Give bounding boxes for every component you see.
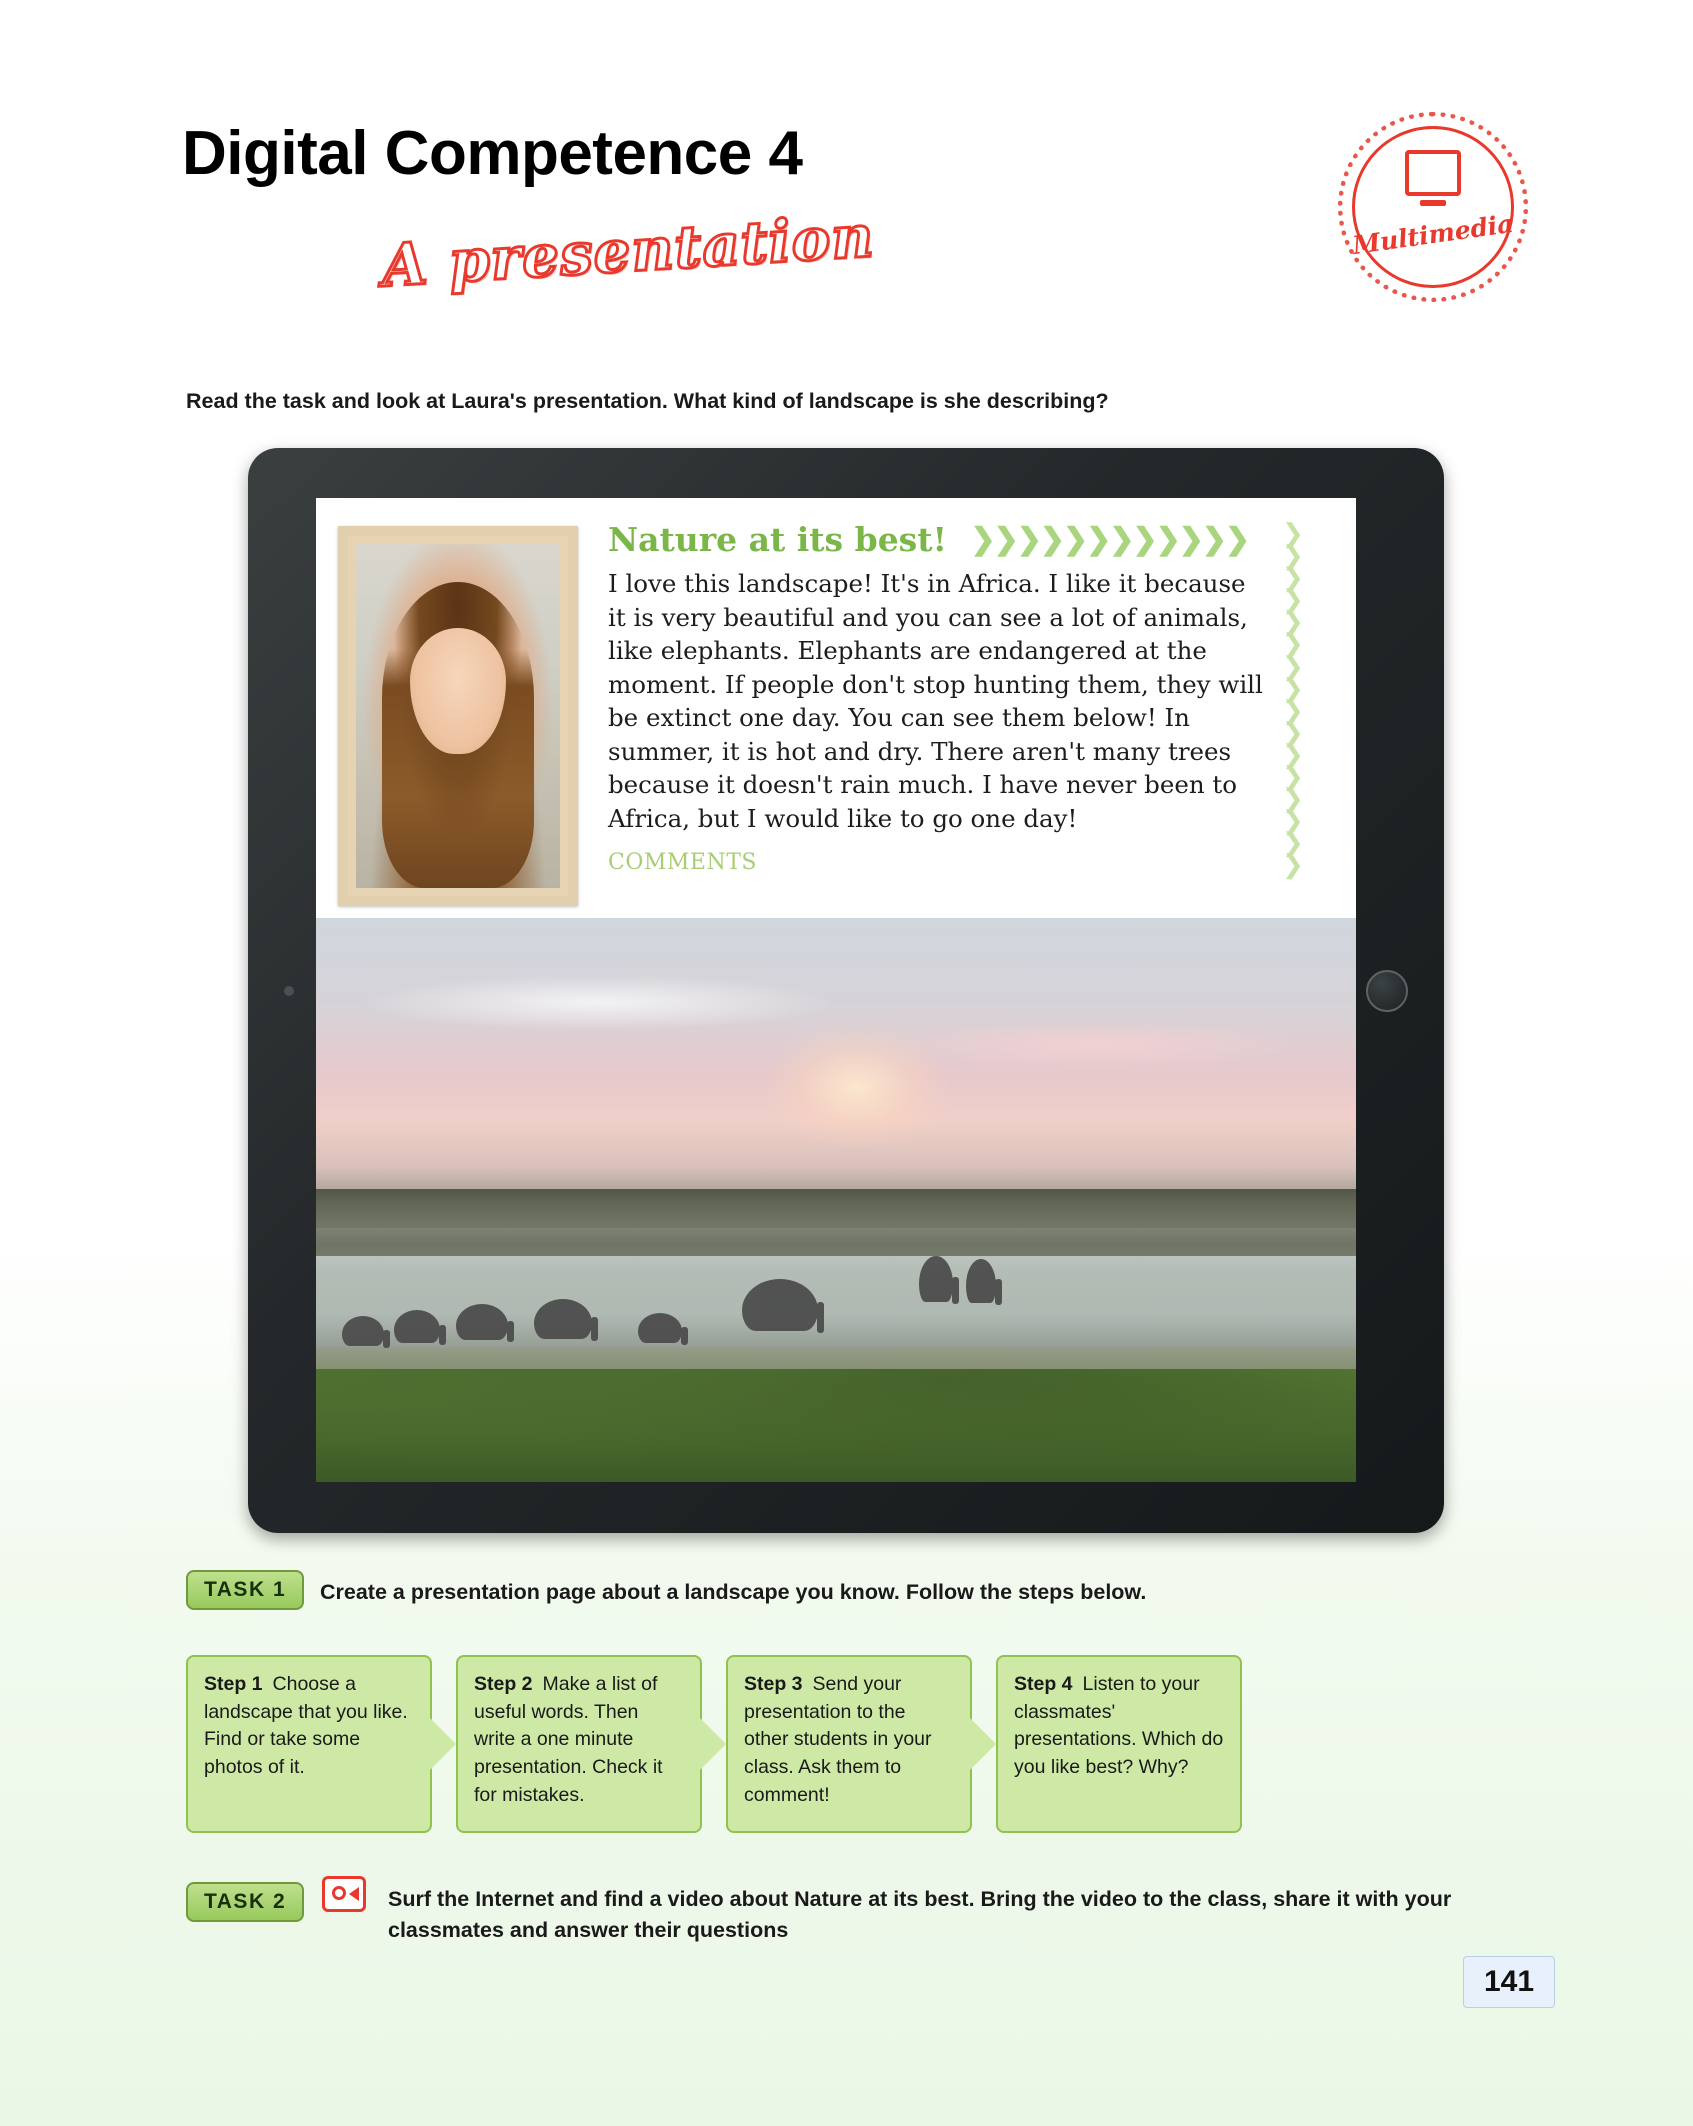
elephant <box>966 1259 996 1303</box>
elephant <box>394 1310 440 1343</box>
video-camera-icon <box>322 1876 366 1912</box>
step-label: Step 1 <box>204 1673 263 1695</box>
task-2-text: Surf the Internet and find a video about Nature at its best. Bring the video to the class, share it with your classmates and answer their questions <box>388 1887 1452 1943</box>
stamp-label: Multimedia <box>1350 208 1516 261</box>
portrait-photo <box>338 526 578 906</box>
portrait-image <box>356 544 560 888</box>
step-label: Step 4 <box>1014 1673 1073 1695</box>
step-item-1 <box>186 1655 432 1833</box>
slide-text-block <box>608 520 1270 875</box>
chevron-column-decoration-icon: ❯ ❯ ❯ ❯ ❯ ❯ ❯ ❯ ❯ ❯ ❯ ❯ ❯ ❯ ❯ ❯ <box>1282 518 1302 880</box>
tablet-screen <box>316 498 1356 1482</box>
sun-glow <box>767 1027 947 1147</box>
task-2-badge: TASK 2 <box>186 1882 304 1922</box>
elephant <box>919 1256 953 1302</box>
step-item-4 <box>996 1655 1242 1833</box>
elephant <box>456 1304 508 1340</box>
page-title: Digital Competence 4 <box>182 119 803 188</box>
multimedia-stamp <box>1338 112 1528 302</box>
chevron-decoration-icon: ❯❯❯❯❯❯❯❯❯❯❯❯ <box>970 522 1249 557</box>
landscape-photo <box>316 918 1356 1482</box>
slide-heading <box>608 520 1270 559</box>
cloud-decoration <box>888 1020 1304 1071</box>
slide-body-text: I love this landscape! It's in Africa. I like it because it is very beautiful and you can see a lot of animals, like elephants. Elephants are endangered at the moment. If people don't stop hunting them, they will be extinct one day. You can see them below! In summer, it is hot and dry. There aren't many trees because it doesn't rain much. I have never been to Africa, but I would like to go one day! <box>608 569 1263 833</box>
step-text: Make a list of useful words. Then write a one minute presentation. Check it for mistakes. <box>474 1673 663 1806</box>
page-subtitle: A presentation <box>379 201 877 300</box>
step-text: Listen to your classmates' presentations. Which do you like best? Why? <box>1014 1673 1224 1779</box>
tablet-device <box>248 448 1444 1533</box>
page-number: 141 <box>1463 1956 1555 2008</box>
grass-foreground <box>316 1369 1356 1482</box>
step-label: Step 2 <box>474 1673 533 1695</box>
video-play-triangle <box>349 1887 359 1901</box>
video-lens <box>332 1886 346 1900</box>
home-button[interactable] <box>1366 970 1408 1012</box>
task-1-text: Create a presentation page about a landscape you know. Follow the steps below. <box>320 1580 1147 1604</box>
cloud-decoration <box>358 974 836 1030</box>
step-item-2 <box>456 1655 702 1833</box>
presentation-slide-top <box>316 498 1356 930</box>
slide-heading-text: Nature at its best! <box>608 520 947 559</box>
steps-list <box>186 1655 1506 1833</box>
camera-icon <box>284 986 294 996</box>
step-item-3 <box>726 1655 972 1833</box>
task-1-badge: TASK 1 <box>186 1570 304 1610</box>
monitor-icon <box>1405 150 1461 196</box>
step-label: Step 3 <box>744 1673 803 1695</box>
treeline <box>316 1189 1356 1228</box>
step-text: Send your presentation to the other students in your class. Ask them to comment! <box>744 1673 932 1806</box>
intro-instruction: Read the task and look at Laura's presentation. What kind of landscape is she describing? <box>186 389 1109 413</box>
comments-link[interactable]: COMMENTS <box>608 849 757 875</box>
step-text: Choose a landscape that you like. Find or take some photos of it. <box>204 1673 408 1779</box>
